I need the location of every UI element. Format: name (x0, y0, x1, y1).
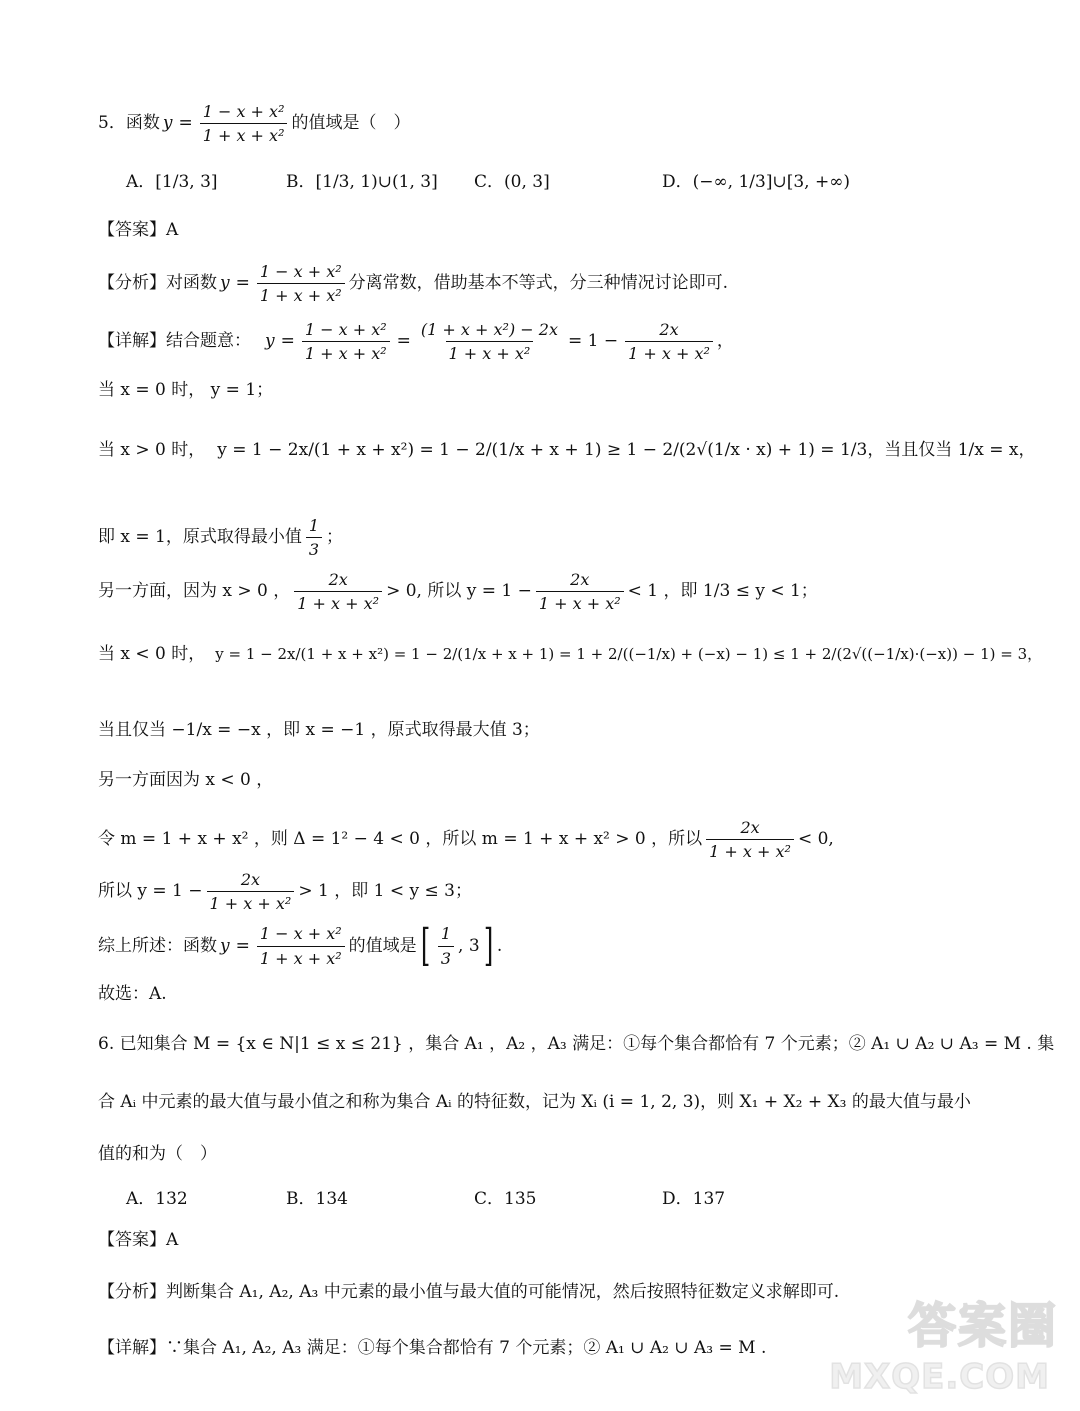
q5-max-text: 当且仅当 −1/x = −x ，即 x = −1 ，原式取得最大值 3； (98, 720, 540, 740)
q5-summary-num: 1 − x + x² (259, 924, 342, 944)
q5-so-suffix: > 1 ，即 1 < y ≤ 3； (298, 881, 472, 902)
q6-option-b-label: B． (286, 1188, 316, 1209)
q5-other-positive-den-1: 1 + x + x² (294, 591, 382, 613)
q5-let-m-fraction: $\frac{2x}{\text{1 + x + x²}}$ (706, 818, 794, 861)
q5-func-fraction (200, 102, 288, 145)
q5-option-c-text: (0, 3] (504, 171, 550, 192)
q5-let-m-prefix: 令 m = 1 + x + x² ，则 Δ = 1² − 4 < 0 ，所以 m = 1 + x + x² > 0 ，所以 (98, 829, 703, 850)
q5-detail-fraction-1-num: 1 − x + x² (304, 320, 387, 339)
q5-so-den: 1 + x + x² (207, 891, 295, 913)
q6-analysis-text: 判断集合 A₁, A₂, A₃ 中元素的最小值与最大值的可能情况，然后按照特征数定义求解即可. (166, 1282, 840, 1302)
q5-option-a (126, 172, 218, 192)
q5-func-numerator: 1 − x + x² (202, 102, 285, 121)
q6-stem-line-3-text: 值的和为（ ） (98, 1144, 217, 1164)
q5-func-y: y (162, 113, 173, 134)
q5-detail-tag: 【详解】 (98, 331, 166, 352)
q5-let-m-suffix: < 0, (797, 829, 834, 850)
q5-case-x-positive-suffix: ，当且仅当 1/x = x， (867, 440, 1036, 460)
q5-let-m (98, 818, 1000, 861)
q5-summary-y: y (220, 935, 230, 956)
q5-summary-den: 1 + x + x² (257, 946, 345, 968)
q5-detail-fraction-1 (302, 320, 390, 363)
q5-analysis-prefix: 对函数 (166, 273, 217, 294)
q5-case-x-negative: 当 x < 0 时， y = 1 − 2x/(1 + x + x²) = 1 − 2/(1/x + x + 1) = 1 + 2/((−1/x) + (−x) − 1) ≤ 1 + 2/(2√((−1/x)·(−x)) − 1) = 3 ， (98, 644, 1043, 664)
q5-stem-suffix: 的值域是（ ） (291, 113, 411, 134)
q6-detail (98, 1338, 1000, 1358)
q5-stem-prefix: 5．函数 (98, 113, 160, 134)
q6-answer-tag: 【答案】 (98, 1230, 166, 1250)
q5-min-line: 即 x = 1，原式取得最小值 $\frac{1}{3}$ ； (98, 516, 344, 560)
q5-so-fraction: $\frac{2x}{\text{1 + x + x²}}$ (207, 870, 295, 913)
q5-min-fraction: $\frac{1}{3}$ (306, 516, 322, 559)
q5-answer-value: A (166, 220, 179, 240)
q5-other-positive-fraction-1: $\frac{2x}{\text{1 + x + x²}}$ (294, 570, 382, 613)
q5-detail-fraction-2-den: 1 + x + x² (446, 341, 534, 363)
q5-min-text: 即 x = 1，原式取得最小值 (98, 527, 302, 548)
q5-analysis-func-y: y (220, 273, 230, 294)
q5-analysis: 【分析】 对函数 y = $\frac{\text{1 − x + x²}}{\text{1 + x + x²}}$ 分离常数，借助基本不等式，分三种情况讨论即可. (98, 262, 729, 306)
q5-detail-fraction-2 (418, 320, 561, 363)
q6-option-b-text: 134 (315, 1188, 348, 1209)
q5-case-x-negative-prefix: 当 x < 0 时， (98, 644, 206, 664)
q6-option-a-text: 132 (155, 1188, 188, 1209)
q6-analysis (98, 1282, 1000, 1302)
q5-pick (98, 984, 1000, 1004)
q5-func-denominator: 1 + x + x² (200, 123, 288, 145)
q5-option-b-label: B． (286, 171, 316, 192)
q5-option-c (474, 172, 550, 192)
q5-other-positive-suffix: < 1 ，即 1/3 ≤ y < 1； (627, 581, 818, 602)
q5-analysis-fraction (257, 262, 345, 305)
q6-option-b (286, 1189, 348, 1209)
q5-summary-mid: 的值域是 (348, 935, 417, 956)
q6-answer-value: A (166, 1230, 179, 1250)
watermark-logo (829, 1287, 1058, 1397)
q5-option-a-text: [1/3, 3] (155, 171, 218, 192)
q6-analysis-tag: 【分析】 (98, 1282, 166, 1302)
q5-other-positive-den-2: 1 + x + x² (536, 591, 624, 613)
q6-stem-line-1-text: 6. 已知集合 M = {x ∈ N|1 ≤ x ≤ 21} ，集合 A₁ ，A₂ ，A₃ 满足：①每个集合都恰有 7 个元素；② A₁ ∪ A₂ ∪ A₃ = M . 集 (98, 1034, 1055, 1054)
q5-detail-fraction-3: $\frac{2x}{\text{1 + x + x²}}$ (625, 320, 713, 363)
q6-options (126, 1186, 1000, 1212)
q6-stem-line-3 (98, 1144, 1000, 1164)
q5-detail-y: y (265, 331, 275, 352)
q5-detail-fraction-3-den: 1 + x + x² (625, 341, 713, 363)
q6-option-a-label: A． (126, 1188, 156, 1209)
q5-summary-range-fraction: $\frac{1}{3}$ (438, 924, 454, 967)
q5-option-c-label: C． (474, 171, 505, 192)
q5-answer-tag: 【答案】 (98, 220, 166, 240)
q6-option-c-label: C． (474, 1188, 505, 1209)
q5-option-d (662, 172, 850, 192)
q5-option-d-text: (−∞, 1/3]∪[3, +∞) (692, 171, 851, 192)
q5-other-positive-fraction-2: $\frac{2x}{\text{1 + x + x²}}$ (536, 570, 624, 613)
q5-detail-prefix: 结合题意： (166, 331, 251, 352)
q5-answer (98, 220, 1000, 240)
q5-detail: 【详解】 结合题意： y = $\frac{\text{1 − x + x²}}{\text{1 + x + x²}}$ = $\frac{\text{(1 + x + x²) − 2x}}{\text{1 + x + x²}}$ = 1 − $\frac{2x}{\text{1 + x + x²}}$ ， (98, 320, 734, 364)
q6-stem-line-2 (98, 1092, 1000, 1112)
q6-detail-text: ∵集合 A₁, A₂, A₃ 满足：①每个集合都恰有 7 个元素；② A₁ ∪ A₂ ∪ A₃ = M . (166, 1338, 767, 1358)
q5-option-a-label: A． (126, 171, 156, 192)
q5-other-negative (98, 770, 1000, 790)
q5-case-x-zero (98, 380, 1000, 400)
q6-answer (98, 1230, 1000, 1250)
q6-stem-line-2-text: 合 Aᵢ 中元素的最大值与最小值之和称为集合 Aᵢ 的特征数，记为 Xᵢ (i = 1, 2, 3)，则 X₁ + X₂ + X₃ 的最大值与最小 (98, 1092, 971, 1112)
q6-option-c (474, 1189, 536, 1209)
q6-detail-tag: 【详解】 (98, 1338, 166, 1358)
q5-options (126, 160, 1000, 204)
q5-so-prefix: 所以 y = 1 − (98, 881, 203, 902)
q5-max-line (98, 720, 1000, 740)
q5-detail-fraction-1-den: 1 + x + x² (302, 341, 390, 363)
q6-option-a (126, 1189, 188, 1209)
q5-so-line (98, 870, 1000, 913)
q5-detail-fraction-2-num: (1 + x + x²) − 2x (420, 320, 558, 339)
q5-analysis-numerator: 1 − x + x² (259, 262, 342, 281)
q5-option-b-text: [1/3, 1)∪(1, 3] (315, 171, 438, 192)
q5-stem: 5．函数 y = $\frac{\text{1 − x + x²}}{\text{1 + x + x²}}$ 的值域是（ ） (98, 102, 411, 146)
q5-case-x-positive-prefix: 当 x > 0 时， (98, 440, 206, 460)
q6-stem-line-1 (98, 1034, 1055, 1054)
q5-summary: 综上所述：函数 y = $\frac{\text{1 − x + x²}}{\text{1 + x + x²}}$ 的值域是 [ $\frac{1}{3}$ , 3 ] . (98, 920, 503, 971)
q5-analysis-suffix: 分离常数，借助基本不等式，分三种情况讨论即可. (348, 273, 729, 294)
q5-option-d-label: D． (662, 171, 693, 192)
watermark-sub: MXQE.COM (829, 1357, 1050, 1397)
q5-other-positive-prefix: 另一方面，因为 x > 0 ， (98, 581, 291, 602)
q6-option-d-text: 137 (692, 1188, 726, 1209)
q5-option-b (286, 172, 438, 192)
q5-summary-fraction (257, 924, 345, 967)
q5-other-positive (98, 570, 1000, 613)
q5-analysis-tag: 【分析】 (98, 273, 166, 294)
q5-case-x-positive-eq: y = 1 − 2x/(1 + x + x²) = 1 − 2/(1/x + x + 1) ≥ 1 − 2/(2√(1/x · x) + 1) = 1/3 (217, 440, 868, 460)
q5-other-positive-mid: > 0, 所以 y = 1 − (386, 581, 532, 602)
watermark-main: 答案圈 (907, 1298, 1058, 1354)
q5-case-x-zero-text: 当 x = 0 时， y = 1； (98, 380, 274, 400)
q5-analysis-denominator: 1 + x + x² (257, 283, 345, 305)
q5-case-x-positive (98, 440, 1036, 460)
q6-option-c-text: 135 (504, 1188, 537, 1209)
q5-pick-text: 故选：A. (98, 984, 167, 1004)
q6-option-d-label: D． (662, 1188, 693, 1209)
q6-option-d (662, 1189, 725, 1209)
q5-let-m-den: 1 + x + x² (706, 839, 794, 861)
q5-other-negative-text: 另一方面因为 x < 0 ， (98, 770, 274, 790)
q5-summary-prefix: 综上所述：函数 (98, 935, 217, 956)
q5-case-x-negative-eq: y = 1 − 2x/(1 + x + x²) = 1 − 2/(1/x + x + 1) = 1 + 2/((−1/x) + (−x) − 1) ≤ 1 + 2/(2√((−1/x)·(−x)) − 1) = 3 (215, 645, 1028, 664)
